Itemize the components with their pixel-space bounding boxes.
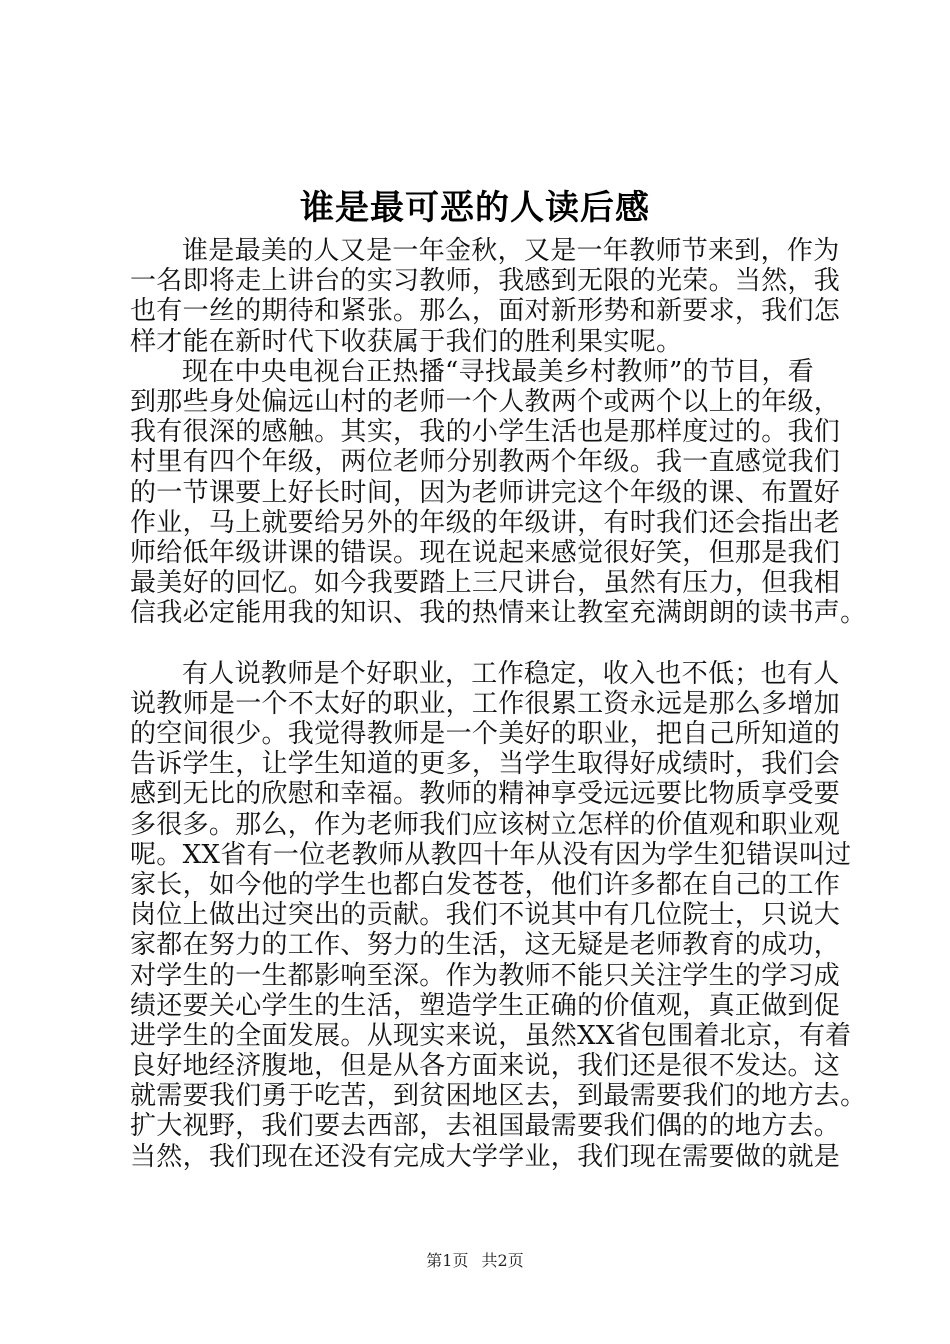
paragraph-line: 家都在努力的工作、努力的生活，这无疑是老师教育的成功，: [130, 930, 841, 961]
document-body: [130, 236, 867, 1172]
paragraph-line: 现在中央电视台正热播“寻找最美乡村教师”的节目，看: [182, 356, 815, 387]
paragraph-line: 绩还要关心学生的生活，塑造学生正确的价值观，真正做到促: [130, 990, 841, 1021]
paragraph-2: [130, 356, 867, 629]
paragraph-line: 说教师是一个不太好的职业，工作很累工资永远是那么多增加: [130, 688, 841, 719]
page-number-total: 共2页: [481, 1251, 524, 1270]
paragraph-line: 作业，马上就要给另外的年级的年级讲，有时我们还会指出老: [130, 507, 841, 538]
paragraph-line: 村里有四个年级，两位老师分别教两个年级。我一直感觉我们: [130, 447, 841, 478]
paragraph-line: 样才能在新时代下收获属于我们的胜利果实呢。: [130, 326, 683, 357]
paragraph-line: 家长，如今他的学生也都白发苍苍，他们许多都在自己的工作: [130, 869, 841, 900]
paragraph-line: 的空间很少。我觉得教师是一个美好的职业，把自己所知道的: [130, 719, 841, 749]
paragraph-line: 呢。XX省有一位老教师从教四十年从没有因为学生犯错误叫过: [130, 839, 852, 870]
paragraph-line: 最美好的回忆。如今我要踏上三尺讲台，虽然有压力，但我相: [130, 568, 841, 599]
paragraph-line: 一名即将走上讲台的实习教师，我感到无限的光荣。当然，我: [130, 266, 841, 297]
paragraph-line: 岗位上做出过突出的贡献。我们不说其中有几位院士，只说大: [130, 900, 841, 931]
paragraph-1: [130, 236, 841, 357]
page-footer: [0, 1250, 950, 1272]
paragraph-line: 到那些身处偏远山村的老师一个人教两个或两个以上的年级，: [130, 386, 841, 417]
paragraph-line: 也有一丝的期待和紧张。那么，面对新形势和新要求，我们怎: [130, 296, 841, 327]
paragraph-line: 对学生的一生都影响至深。作为教师不能只关注学生的学习成: [130, 960, 841, 991]
paragraph-line: 我有很深的感触。其实，我的小学生活也是那样度过的。我们: [130, 417, 841, 448]
paragraph-line: 多很多。那么，作为老师我们应该树立怎样的价值观和职业观: [130, 809, 841, 840]
paragraph-line: 当然，我们现在还没有完成大学学业，我们现在需要做的就是: [130, 1141, 841, 1172]
paragraph-line: 信我必定能用我的知识、我的热情来让教室充满朗朗的读书声。: [130, 598, 867, 629]
paragraph-line: 告诉学生，让学生知道的更多，当学生取得好成绩时，我们会: [130, 749, 841, 780]
paragraph-spacer: [130, 628, 830, 658]
paragraph-3: [130, 658, 867, 1172]
paragraph-line: 扩大视野，我们要去西部，去祖国最需要我们偶的的地方去。: [130, 1111, 841, 1142]
paragraph-line: 就需要我们勇于吃苦，到贫困地区去，到最需要我们的地方去。: [130, 1081, 867, 1112]
paragraph-line: 的一节课要上好长时间，因为老师讲完这个年级的课、布置好: [130, 477, 841, 508]
paragraph-line: 谁是最美的人又是一年金秋，又是一年教师节来到，作为: [182, 236, 840, 266]
paragraph-line: 进学生的全面发展。从现实来说，虽然XX省包围着北京，有着: [130, 1020, 852, 1051]
paragraph-line: 良好地经济腹地，但是从各方面来说，我们还是很不发达。这: [130, 1051, 841, 1082]
paragraph-line: 感到无比的欣慰和幸福。教师的精神享受远远要比物质享受要: [130, 779, 841, 810]
document-title: 谁是最可恶的人读后感: [300, 188, 650, 228]
page-number-current: 第1页: [426, 1251, 469, 1270]
paragraph-line: 有人说教师是个好职业，工作稳定，收入也不低；也有人: [182, 658, 840, 689]
paragraph-line: 师给低年级讲课的错误。现在说起来感觉很好笑，但那是我们: [130, 537, 841, 568]
